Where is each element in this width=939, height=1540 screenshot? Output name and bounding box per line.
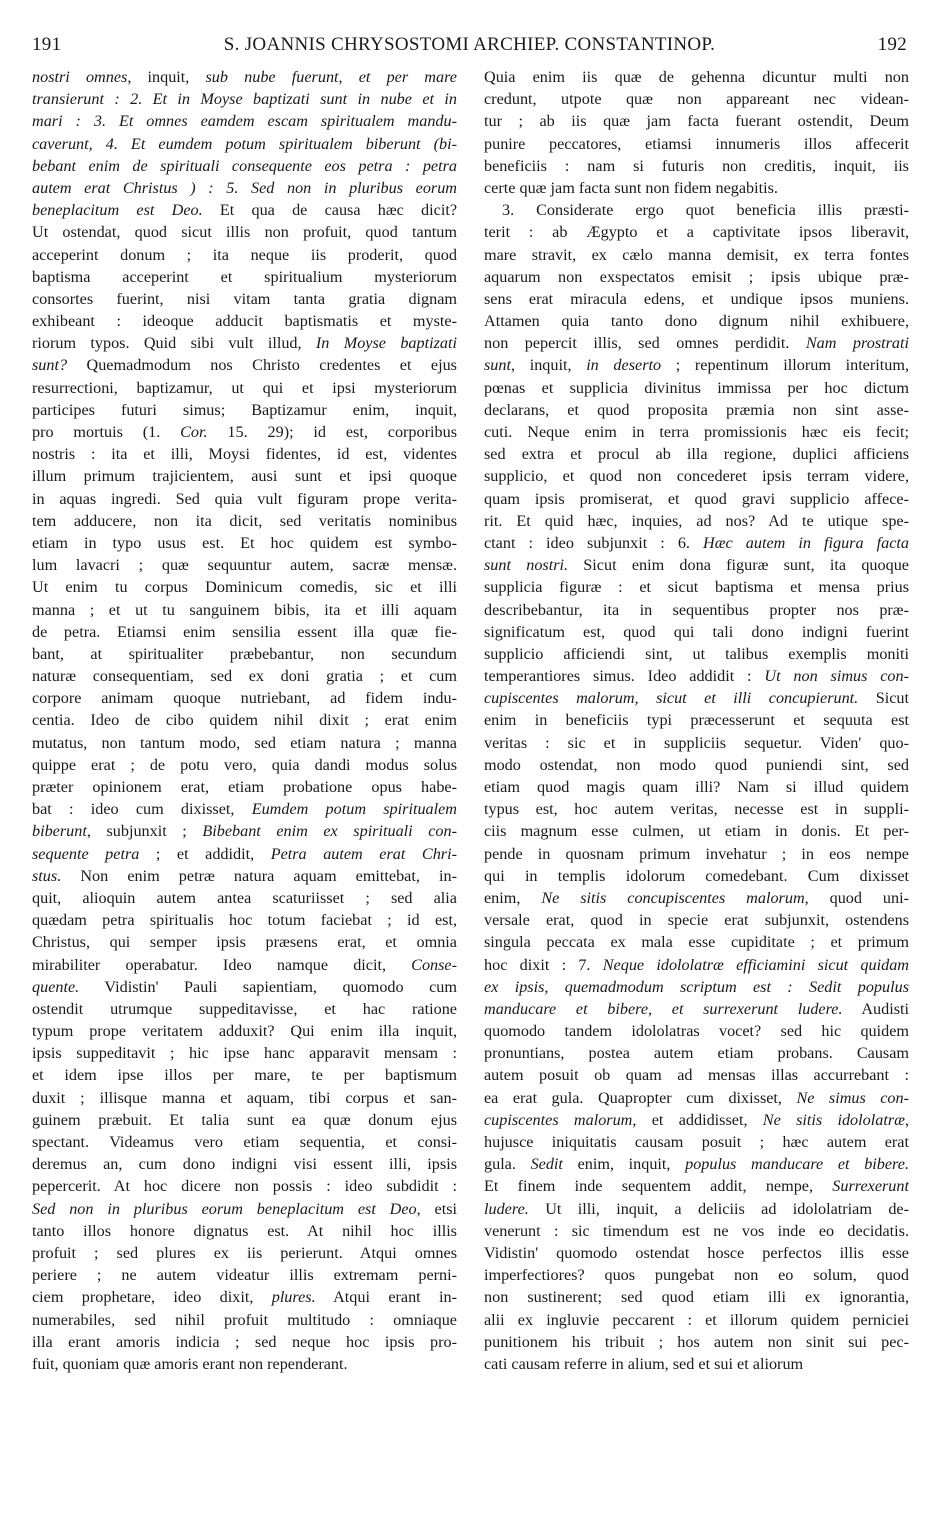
- text-line: supplicio, et quod non concederet ipsis terram videre,: [484, 467, 909, 486]
- text-line: singula peccata ex mala esse cupiditate ; et primum: [484, 933, 909, 952]
- text-line: ea erat gula. Quapropter cum dixisset, Ne simus con-: [484, 1088, 909, 1107]
- text-line: autem posuit ob quam ad mensas illas accurrebant :: [484, 1066, 909, 1085]
- running-title: S. JOANNIS CHRYSOSTOMI ARCHIEP. CONSTANTINOP.: [223, 34, 716, 55]
- text-line: modo ostendat, non modo quod puniendi sint, sed: [484, 755, 909, 774]
- text-line: Et finem inde sequentem addit, nempe, Surrexerunt: [484, 1177, 909, 1196]
- text-line: etiam in typo usus est. Et hoc quidem est symbo-: [32, 533, 457, 552]
- text-line: aquarum non exspectatos emisit ; ipsis ubique præ-: [484, 267, 909, 286]
- text-line: transierunt : 2. Et in Moyse baptizati sunt in nube et in: [32, 90, 457, 109]
- text-line: temperantiores simus. Ideo addidit : Ut non simus con-: [484, 667, 909, 686]
- text-line: Vidistin' quomodo ostendat hosce perfectos illis esse: [484, 1243, 909, 1262]
- text-line: tem adducere, non ita dicit, sed veritatis nominibus: [32, 511, 457, 530]
- text-line: fuit, quoniam quæ amoris erant non rependerant.: [32, 1354, 348, 1373]
- text-line: mari : 3. Et omnes eamdem escam spiritualem mandu-: [32, 112, 457, 131]
- text-line: illa erant amoris indicia ; sed neque hoc ipsis pro-: [32, 1332, 457, 1351]
- text-line: pœnas et supplicia divinitus immissa per hoc dictum: [484, 378, 909, 397]
- text-line: sequente petra ; et addidit, Petra autem erat Chri-: [32, 844, 457, 863]
- text-line: centia. Ideo de cibo quidem nihil dixit ; erat enim: [32, 711, 457, 730]
- text-line: quam ipsis promiserat, et quod gravi supplicio affece-: [484, 489, 909, 508]
- text-line: alii ex ingluvie peccarent : et illorum quidem perniciei: [484, 1310, 909, 1329]
- text-line: beneplacitum est Deo. Et qua de causa hæc dicit?: [32, 201, 457, 220]
- text-line: consortes fuerint, nisi vitam tanta gratia dignam: [32, 289, 457, 308]
- text-line: qui in templis idolorum comedebant. Cum dixisset: [484, 866, 909, 885]
- text-line: rit. Et quid hæc, inquies, ad nos? Ad te utique spe-: [484, 511, 909, 530]
- text-line: ciem prophetare, ideo dixit, plures. Atqui erant in-: [32, 1288, 457, 1307]
- text-line: biberunt, subjunxit ; Bibebant enim ex spirituali con-: [32, 822, 457, 841]
- text-line: certe quæ jam facta sunt non fidem negabitis.: [484, 178, 778, 197]
- text-line: baptisma acceperint et spiritualium mysteriorum: [32, 267, 457, 286]
- text-line: typus est, hoc autem veritas, necesse est in suppli-: [484, 800, 909, 819]
- text-line: cati causam referre in alium, sed et sui et aliorum: [484, 1354, 804, 1373]
- text-line: numerabiles, sed nihil profuit multitudo : omniaque: [32, 1310, 457, 1329]
- text-line: typum prope veritatem adduxit? Qui enim illa inquit,: [32, 1022, 457, 1041]
- text-line: ostendit utrumque suppeditavisse, et hac ratione: [32, 999, 457, 1018]
- text-line: exhibeant : ideoque adducit baptismatis et myste-: [32, 312, 457, 331]
- text-line: hujusce iniquitatis causam posuit ; hæc autem erat: [484, 1133, 909, 1151]
- text-line: mirabiliter operabatur. Ideo namque dicit, Conse-: [32, 955, 457, 974]
- text-line: de petra. Etiamsi enim sensilia essent illa quæ fie-: [32, 622, 457, 641]
- text-line: non sustinerent; sed quod etiam illi ex ignorantia,: [484, 1288, 909, 1307]
- text-line: corpore animam quoque nutriebant, ad fidem indu-: [32, 689, 457, 708]
- text-line: duxit ; illisque manna et aquam, tibi corpus et san-: [32, 1088, 457, 1107]
- text-line: bat : ideo cum dixisset, Eumdem potum spiritualem: [32, 800, 457, 819]
- text-line: caverunt, 4. Et eumdem potum spiritualem biberunt (bi-: [32, 134, 457, 153]
- text-line: describebantur, ita in sequentibus propter nos præ-: [484, 600, 909, 619]
- text-line: enim in beneficiis typi præcesserunt et sequuta est: [484, 711, 909, 730]
- text-line: ludere. Ut illi, inquit, a deliciis ad idololatriam de-: [484, 1199, 909, 1218]
- text-line: non pepercit illis, sed omnes perdidit. Nam prostrati: [484, 334, 909, 353]
- text-line: Ut ostendat, quod sicut illis non profuit, quod tantum: [32, 223, 457, 242]
- text-line: naturæ consequentiam, sed ex doni gratia ; et cum: [32, 667, 457, 686]
- text-line: tanto illos honore dignatus est. At nihil hoc illis: [32, 1221, 457, 1240]
- text-line: versale erat, quod in specie erat subjunxit, ostendens: [484, 911, 909, 930]
- text-line: hoc dixit : 7. Neque idololatræ efficiamini sicut quidam: [484, 955, 909, 974]
- text-line: periere ; ne autem videatur illis extremam perni-: [32, 1266, 457, 1285]
- text-line: punire peccatores, etiamsi innumeris illos affecerit: [484, 134, 909, 153]
- text-line: significatum est, quod qui tali dono indigni fuerint: [484, 622, 909, 641]
- text-line: quippe erat ; de potu vero, quia dandi modus solus: [32, 755, 457, 774]
- running-header: [30, 34, 909, 58]
- page-number-right: 192: [877, 34, 907, 55]
- text-line: cupiscentes malorum, sicut et illi concupierunt. Sicut: [484, 689, 909, 708]
- right-text-column: [484, 66, 909, 1375]
- text-line: manducare et bibere, et surrexerunt ludere. Audisti: [484, 999, 909, 1018]
- text-line: illum primum trajicientem, ausi sunt et ipsi quoque: [32, 467, 457, 486]
- text-line: Attamen quia tanto dono dignum nihil exhibuere,: [484, 312, 909, 331]
- text-line: participes futuri simus; Baptizamur enim, inquit,: [32, 400, 457, 419]
- text-line: sed extra et procul ab illa regione, duplici afficiens: [484, 445, 909, 464]
- text-line: pende in quosnam primum invehatur ; in eos nempe: [484, 844, 909, 863]
- text-line: cuti. Neque enim in terra promissionis hæc eis fecit;: [484, 423, 909, 441]
- text-line: autem erat Christus ) : 5. Sed non in pluribus eorum: [32, 178, 457, 197]
- text-line: præter opinionem erat, etiam probatione opus habe-: [32, 778, 457, 796]
- text-line: deremus an, cum dono indigni visi essent illi, ipsis: [32, 1155, 457, 1174]
- text-line: Quia enim iis quæ de gehenna dicuntur multi non: [484, 68, 909, 86]
- text-line: supplicia figuræ : et sicut baptisma et mensa prius: [484, 578, 909, 597]
- left-text-column: [32, 66, 457, 1375]
- text-line: pronuntians, postea autem etiam probans. Causam: [484, 1044, 909, 1063]
- text-line: acceperint donum ; ita neque iis proderit, quod: [32, 245, 457, 264]
- text-line: terit : ab Ægypto et a captivitate ipsos liberavit,: [484, 223, 909, 242]
- text-line: sunt, inquit, in deserto ; repentinum illorum interitum,: [484, 356, 909, 375]
- text-line: sunt nostri. Sicut enim dona figuræ sunt, ita quoque: [484, 556, 909, 575]
- text-line: sens erat miracula edens, et undique ipsos muniens.: [484, 289, 909, 308]
- text-line: punitionem his tribuit ; hos autem non sinit sui pec-: [484, 1332, 909, 1351]
- text-line: pro mortuis (1. Cor. 15. 29); id est, corporibus: [32, 423, 457, 441]
- text-line: quente. Vidistin' Pauli sapientiam, quomodo cum: [32, 977, 457, 996]
- text-line: enim, Ne sitis concupiscentes malorum, quod uni-: [484, 888, 909, 907]
- text-line: mutatus, non tantum modo, sed etiam natura ; manna: [32, 733, 457, 752]
- text-line: cupiscentes malorum, et addidisset, Ne sitis idololatræ,: [484, 1110, 909, 1129]
- text-line: Christus, qui semper ipsis præsens erat, et omnia: [32, 933, 457, 952]
- text-line: pepercerit. At hoc dicere non possis : ideo subdidit :: [32, 1177, 457, 1196]
- text-line: etiam quod magis quam illi? Nam si illud quidem: [484, 778, 909, 796]
- text-line: tur ; ab iis quæ jam facta fuerant ostendit, Deum: [484, 112, 909, 131]
- text-line: spectant. Videamus vero etiam sequentia, et consi-: [32, 1133, 457, 1151]
- text-line: resurrectioni, baptizamur, ut qui et ipsi mysteriorum: [32, 378, 457, 397]
- text-line: sunt? Quemadmodum nos Christo credentes et ejus: [32, 356, 457, 375]
- text-line: manna ; et ut tu sanguinem bibis, ita et illi aquam: [32, 600, 457, 619]
- text-line: lum lavacri ; quæ sequuntur autem, sacræ mensæ.: [32, 556, 457, 575]
- text-line: bant, at spiritualiter præbebantur, non secundum: [32, 644, 457, 663]
- text-line: gula. Sedit enim, inquit, populus manducare et bibere.: [484, 1155, 909, 1174]
- text-line: riorum typos. Quid sibi vult illud, In Moyse baptizati: [32, 334, 457, 353]
- text-line: ipsis suppeditavit ; hic ipse hanc apparavit mensam :: [32, 1044, 457, 1063]
- text-line: Sed non in pluribus eorum beneplacitum est Deo, etsi: [32, 1199, 457, 1218]
- text-line: bebant enim de spirituali consequente eos petra : petra: [32, 156, 457, 175]
- text-line: credunt, utpote quæ non appareant nec videan-: [484, 90, 909, 109]
- text-line: supplicio afficiendi sint, ut talibus exemplis moniti: [484, 644, 909, 663]
- text-line: venerunt : sic timendum est ne vos inde eo decidatis.: [484, 1221, 909, 1240]
- text-line: profuit ; sed plures ex iis perierunt. Atqui omnes: [32, 1243, 457, 1262]
- text-line: nostri omnes, inquit, sub nube fuerunt, et per mare: [32, 68, 457, 86]
- page-number-left: 191: [32, 34, 62, 55]
- text-line: 3. Considerate ergo quot beneficia illis præsti-: [502, 201, 909, 220]
- text-line: quomodo tandem idololatras vocet? sed hic quidem: [484, 1022, 909, 1041]
- text-line: stus. Non enim petræ natura aquam emittebat, in-: [32, 866, 457, 885]
- text-line: ex ipsis, quemadmodum scriptum est : Sedit populus: [484, 977, 909, 996]
- text-line: ciis magnum esse culmen, ut etiam in donis. Et per-: [484, 822, 909, 841]
- text-line: nostris : ita et illi, Moysi fidentes, id est, videntes: [32, 445, 457, 464]
- text-line: quædam petra spiritualis hoc totum faciebat ; id est,: [32, 911, 457, 930]
- text-line: quit, alioquin autem antea scaturiisset ; sed alia: [32, 888, 457, 907]
- text-line: imperfectiores? quos pungebat non eo solum, quod: [484, 1266, 909, 1285]
- text-line: veritas : sic et in suppliciis sequetur. Viden' quo-: [484, 733, 909, 752]
- text-line: Ut enim tu corpus Dominicum comedis, sic et illi: [32, 578, 457, 597]
- text-line: ctant : ideo subjunxit : 6. Hæc autem in figura facta: [484, 533, 909, 552]
- text-line: guinem præbuit. Et talia sunt ea quæ donum ejus: [32, 1110, 457, 1129]
- text-line: beneficiis : nam si futuris non creditis, inquit, iis: [484, 156, 909, 175]
- text-line: et idem ipse illos per mare, te per baptismum: [32, 1066, 457, 1085]
- text-line: mare stravit, ex cælo manna demisit, ex terra fontes: [484, 245, 909, 264]
- text-line: declarans, et quod proposita præmia non sint asse-: [484, 400, 909, 419]
- text-line: in aquas ingredi. Sed quia vult figuram prope verita-: [32, 489, 457, 508]
